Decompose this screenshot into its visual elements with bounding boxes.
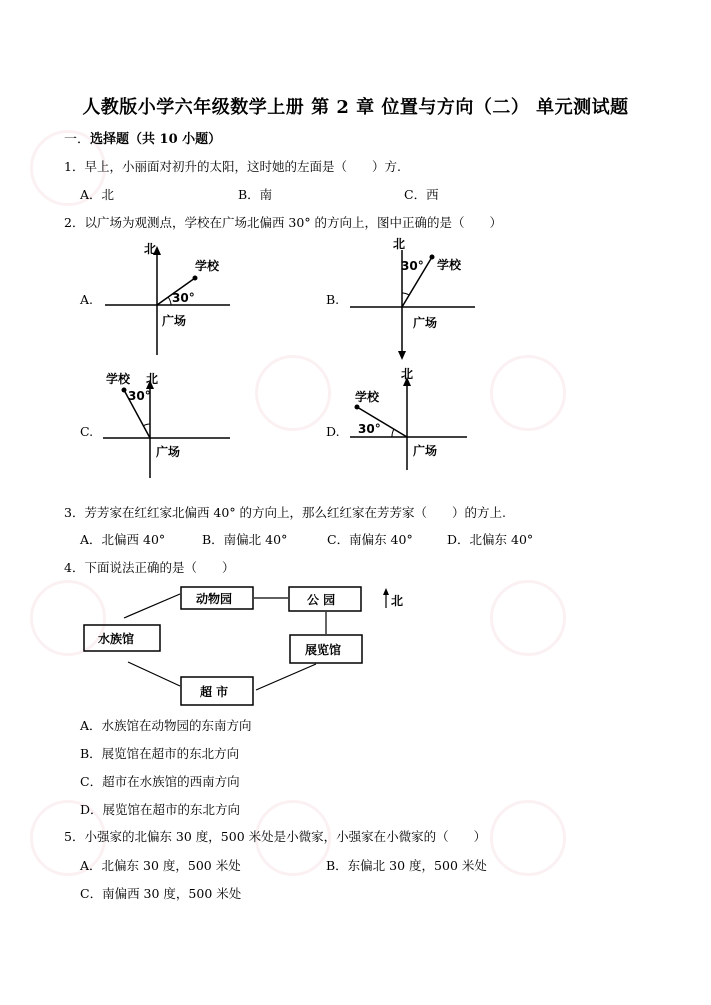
diagram-b-plaza-label: 广场 [413, 316, 438, 330]
question-3: 3．芳芳家在红红家北偏西 40° 的方向上，那么红红家在芳芳家（ ）的方上. [64, 505, 507, 520]
q1-option-a[interactable]: A．北 [80, 187, 115, 202]
question-4: 4．下面说法正确的是（ ） [64, 560, 235, 575]
diagram-d-plaza-label: 广场 [413, 444, 438, 458]
diagram-a-plaza-label: 广场 [162, 314, 187, 328]
diagram-c-plaza-label: 广场 [156, 445, 181, 459]
q2-option-c[interactable]: C. [80, 424, 94, 439]
diagram-a-angle-label: 30° [172, 291, 195, 305]
diagram-b [345, 235, 485, 365]
diagram-b-north-label: 北 [393, 237, 406, 251]
watermark-logo [490, 800, 566, 876]
diagram-a [100, 240, 240, 360]
q2-option-b[interactable]: B. [326, 292, 340, 307]
park-label: 公 园 [307, 593, 336, 607]
diagram-c [100, 368, 240, 488]
diagram-d-angle-label: 30° [358, 422, 381, 436]
question-2: 2．以广场为观测点，学校在广场北偏西 30° 的方向上，图中正确的是（ ） [64, 215, 503, 230]
diagram-b-school-label: 学校 [437, 258, 462, 272]
q5-option-c[interactable]: C．南偏西 30 度，500 米处 [80, 886, 242, 901]
section-title: 选择题（共 10 小题） [90, 132, 222, 147]
q2-option-a[interactable]: A. [80, 292, 94, 307]
diagram-d-north-label: 北 [401, 367, 414, 381]
q2-option-d[interactable]: D. [326, 424, 340, 439]
supermarket-label: 超 市 [200, 685, 229, 699]
q3-option-d[interactable]: D．北偏东 40° [447, 532, 534, 547]
watermark-logo [255, 355, 331, 431]
watermark-logo [490, 355, 566, 431]
diagram-c-north-label: 北 [146, 372, 159, 386]
location-map [80, 578, 420, 710]
diagram-c-school-label: 学校 [106, 372, 131, 386]
zoo-label: 动物园 [196, 592, 233, 606]
q5-option-b[interactable]: B．东偏北 30 度，500 米处 [326, 858, 487, 873]
aquarium-label: 水族馆 [98, 632, 135, 646]
diagram-d [345, 365, 475, 475]
question-1: 1．早上，小丽面对初升的太阳，这时她的左面是（ ）方. [64, 159, 401, 174]
section-number: 一． [64, 132, 91, 147]
section-heading [64, 128, 221, 147]
diagram-a-school-label: 学校 [195, 259, 220, 273]
map-north-label: 北 [391, 594, 404, 608]
diagram-a-north-label: 北 [144, 242, 157, 256]
watermark-logo [490, 580, 566, 656]
q5-option-a[interactable]: A．北偏东 30 度，500 米处 [80, 858, 241, 873]
question-5: 5．小强家的北偏东 30 度，500 米处是小微家，小强家在小微家的（ ） [64, 829, 487, 844]
q1-option-c[interactable]: C．西 [404, 187, 439, 202]
diagram-b-angle-label: 30° [401, 259, 424, 273]
page-title: 人教版小学六年级数学上册 第 2 章 位置与方向（二） 单元测试题 [82, 97, 629, 118]
diagram-d-school-label: 学校 [355, 390, 380, 404]
q4-option-c[interactable]: C．超市在水族馆的西南方向 [80, 774, 240, 789]
diagram-c-angle-label: 30° [128, 389, 151, 403]
exhibition-label: 展览馆 [305, 643, 342, 657]
q4-option-b[interactable]: B．展览馆在超市的东北方向 [80, 746, 240, 761]
q3-option-c[interactable]: C．南偏东 40° [327, 532, 413, 547]
q4-option-d[interactable]: D．展览馆在超市的东北方向 [80, 802, 241, 817]
q4-option-a[interactable]: A．水族馆在动物园的东南方向 [80, 718, 252, 733]
q3-option-a[interactable]: A．北偏西 40° [80, 532, 166, 547]
q3-option-b[interactable]: B．南偏北 40° [202, 532, 288, 547]
q1-option-b[interactable]: B．南 [238, 187, 273, 202]
